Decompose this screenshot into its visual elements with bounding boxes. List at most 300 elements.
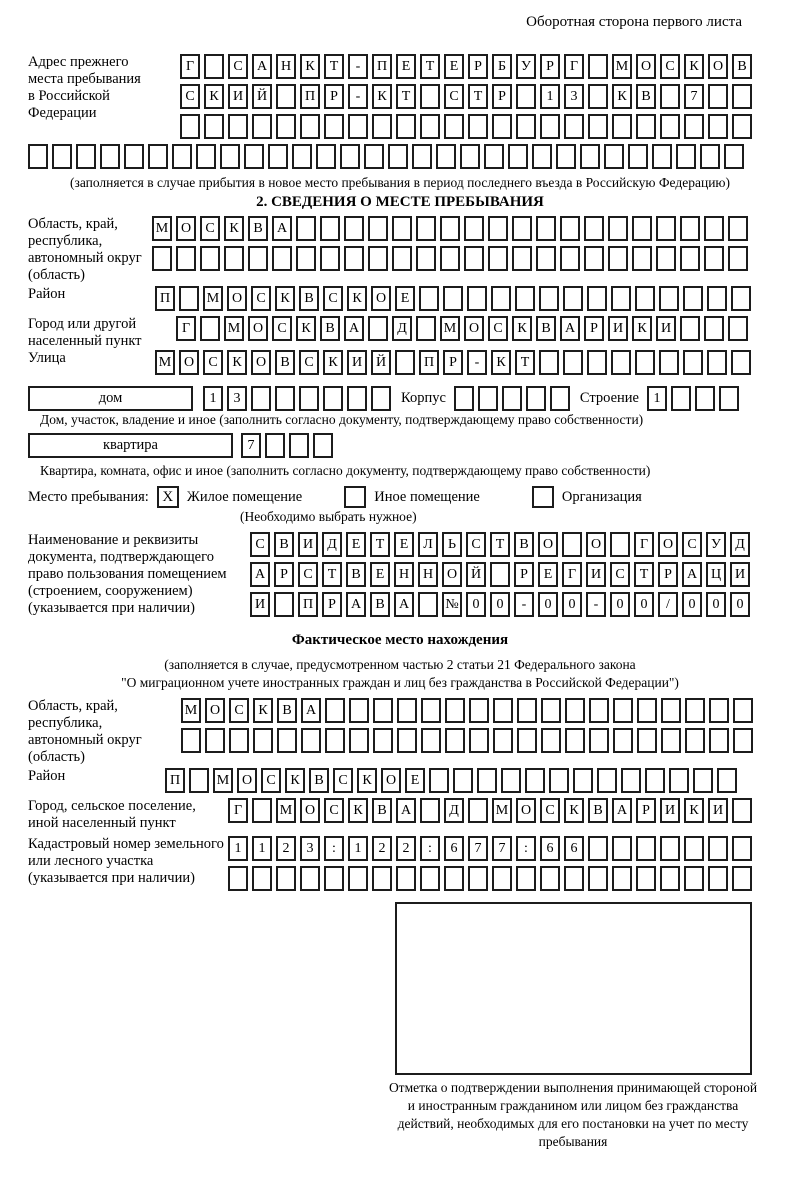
char-cell[interactable] (443, 286, 463, 311)
char-cell[interactable]: М (155, 350, 175, 375)
char-cell[interactable]: О (237, 768, 257, 793)
char-cell[interactable]: Л (418, 532, 438, 557)
char-cell[interactable] (517, 698, 537, 723)
char-cell[interactable]: К (632, 316, 652, 341)
char-cell[interactable]: Р (492, 84, 512, 109)
char-cell[interactable] (200, 246, 220, 271)
char-cell[interactable] (348, 114, 368, 139)
char-cell[interactable]: П (372, 54, 392, 79)
char-cell[interactable]: К (348, 798, 368, 823)
char-cell[interactable] (636, 836, 656, 861)
char-cell[interactable] (172, 144, 192, 169)
char-cell[interactable] (296, 216, 316, 241)
char-cell[interactable] (704, 246, 724, 271)
char-cell[interactable] (228, 866, 248, 891)
char-cell[interactable] (491, 286, 511, 311)
char-cell[interactable] (532, 144, 552, 169)
char-cell[interactable]: - (586, 592, 606, 617)
char-cell[interactable]: К (684, 54, 704, 79)
char-cell[interactable] (560, 246, 580, 271)
char-cell[interactable]: И (586, 562, 606, 587)
char-cell[interactable] (277, 728, 297, 753)
char-cell[interactable]: И (298, 532, 318, 557)
char-cell[interactable]: О (176, 216, 196, 241)
char-cell[interactable] (589, 728, 609, 753)
char-cell[interactable] (564, 866, 584, 891)
char-cell[interactable]: М (213, 768, 233, 793)
char-cell[interactable]: Д (444, 798, 464, 823)
char-cell[interactable] (550, 386, 570, 411)
char-cell[interactable] (671, 386, 691, 411)
char-cell[interactable] (421, 728, 441, 753)
char-cell[interactable] (660, 836, 680, 861)
char-cell[interactable] (502, 386, 522, 411)
char-cell[interactable] (707, 350, 727, 375)
char-cell[interactable]: - (348, 54, 368, 79)
char-cell[interactable] (323, 386, 343, 411)
char-cell[interactable]: 0 (634, 592, 654, 617)
char-cell[interactable] (397, 728, 417, 753)
char-cell[interactable] (564, 114, 584, 139)
char-cell[interactable]: 1 (228, 836, 248, 861)
checkbox-organizatsiya[interactable] (532, 486, 554, 508)
char-cell[interactable] (709, 698, 729, 723)
char-cell[interactable] (717, 768, 737, 793)
char-cell[interactable] (180, 114, 200, 139)
char-cell[interactable] (76, 144, 96, 169)
char-cell[interactable]: В (277, 698, 297, 723)
char-cell[interactable] (418, 592, 438, 617)
char-cell[interactable]: Д (322, 532, 342, 557)
char-cell[interactable]: С (466, 532, 486, 557)
char-cell[interactable] (563, 350, 583, 375)
char-cell[interactable]: № (442, 592, 462, 617)
char-cell[interactable]: Р (584, 316, 604, 341)
char-cell[interactable] (395, 350, 415, 375)
char-cell[interactable]: М (181, 698, 201, 723)
char-cell[interactable]: С (299, 350, 319, 375)
char-cell[interactable] (612, 114, 632, 139)
char-cell[interactable]: К (285, 768, 305, 793)
char-cell[interactable]: С (250, 532, 270, 557)
char-cell[interactable]: К (224, 216, 244, 241)
char-cell[interactable]: 3 (564, 84, 584, 109)
char-cell[interactable] (200, 316, 220, 341)
char-cell[interactable] (252, 114, 272, 139)
char-cell[interactable] (373, 698, 393, 723)
char-cell[interactable]: О (381, 768, 401, 793)
char-cell[interactable]: О (251, 350, 271, 375)
char-cell[interactable]: Е (396, 54, 416, 79)
char-cell[interactable] (420, 798, 440, 823)
char-cell[interactable] (656, 216, 676, 241)
char-cell[interactable] (416, 246, 436, 271)
char-cell[interactable]: В (514, 532, 534, 557)
char-cell[interactable]: : (516, 836, 536, 861)
char-cell[interactable]: К (512, 316, 532, 341)
char-cell[interactable] (708, 84, 728, 109)
char-cell[interactable] (445, 728, 465, 753)
char-cell[interactable]: И (608, 316, 628, 341)
char-cell[interactable] (588, 836, 608, 861)
char-cell[interactable] (52, 144, 72, 169)
char-cell[interactable] (708, 866, 728, 891)
char-cell[interactable]: Т (396, 84, 416, 109)
char-cell[interactable] (732, 114, 752, 139)
char-cell[interactable]: - (514, 592, 534, 617)
char-cell[interactable] (100, 144, 120, 169)
char-cell[interactable] (368, 316, 388, 341)
char-cell[interactable]: 0 (610, 592, 630, 617)
char-cell[interactable] (659, 350, 679, 375)
char-cell[interactable]: 7 (684, 84, 704, 109)
checkbox-inoe-pomeshchenie[interactable] (344, 486, 366, 508)
char-cell[interactable] (611, 286, 631, 311)
char-cell[interactable]: 2 (276, 836, 296, 861)
char-cell[interactable]: Р (658, 562, 678, 587)
char-cell[interactable]: 0 (706, 592, 726, 617)
char-cell[interactable] (252, 866, 272, 891)
char-cell[interactable] (728, 216, 748, 241)
char-cell[interactable]: К (612, 84, 632, 109)
char-cell[interactable] (732, 84, 752, 109)
char-cell[interactable]: 7 (468, 836, 488, 861)
char-cell[interactable]: О (300, 798, 320, 823)
char-cell[interactable]: И (730, 562, 750, 587)
char-cell[interactable]: С (333, 768, 353, 793)
char-cell[interactable]: С (200, 216, 220, 241)
char-cell[interactable] (397, 698, 417, 723)
char-cell[interactable]: Г (228, 798, 248, 823)
char-cell[interactable]: - (467, 350, 487, 375)
char-cell[interactable] (515, 286, 535, 311)
char-cell[interactable] (440, 216, 460, 241)
char-cell[interactable]: А (252, 54, 272, 79)
char-cell[interactable] (610, 532, 630, 557)
char-cell[interactable] (488, 216, 508, 241)
char-cell[interactable]: Р (443, 350, 463, 375)
char-cell[interactable]: Н (394, 562, 414, 587)
char-cell[interactable]: 3 (300, 836, 320, 861)
char-cell[interactable] (724, 144, 744, 169)
char-cell[interactable] (612, 866, 632, 891)
char-cell[interactable] (300, 866, 320, 891)
char-cell[interactable] (220, 144, 240, 169)
char-cell[interactable] (445, 698, 465, 723)
char-cell[interactable] (488, 246, 508, 271)
char-cell[interactable]: В (370, 592, 390, 617)
char-cell[interactable] (539, 350, 559, 375)
char-cell[interactable] (478, 386, 498, 411)
char-cell[interactable]: И (708, 798, 728, 823)
char-cell[interactable]: И (250, 592, 270, 617)
char-cell[interactable]: Г (562, 562, 582, 587)
char-cell[interactable]: В (248, 216, 268, 241)
char-cell[interactable]: О (708, 54, 728, 79)
char-cell[interactable]: А (682, 562, 702, 587)
char-cell[interactable] (492, 114, 512, 139)
char-cell[interactable] (584, 216, 604, 241)
char-cell[interactable] (613, 728, 633, 753)
char-cell[interactable]: П (419, 350, 439, 375)
char-cell[interactable]: К (491, 350, 511, 375)
char-cell[interactable] (635, 350, 655, 375)
char-cell[interactable] (420, 114, 440, 139)
char-cell[interactable] (464, 246, 484, 271)
char-cell[interactable] (563, 286, 583, 311)
char-cell[interactable] (560, 216, 580, 241)
char-cell[interactable] (392, 246, 412, 271)
char-cell[interactable]: В (636, 84, 656, 109)
char-cell[interactable]: О (658, 532, 678, 557)
char-cell[interactable] (636, 114, 656, 139)
char-cell[interactable] (436, 144, 456, 169)
char-cell[interactable]: 0 (682, 592, 702, 617)
char-cell[interactable]: : (324, 836, 344, 861)
char-cell[interactable]: А (344, 316, 364, 341)
char-cell[interactable] (289, 433, 309, 458)
char-cell[interactable] (704, 216, 724, 241)
char-cell[interactable]: О (464, 316, 484, 341)
char-cell[interactable] (396, 866, 416, 891)
char-cell[interactable]: М (440, 316, 460, 341)
char-cell[interactable] (468, 114, 488, 139)
char-cell[interactable]: 3 (227, 386, 247, 411)
char-cell[interactable] (573, 768, 593, 793)
char-cell[interactable]: Й (252, 84, 272, 109)
char-cell[interactable] (205, 728, 225, 753)
char-cell[interactable] (540, 114, 560, 139)
char-cell[interactable]: 6 (564, 836, 584, 861)
char-cell[interactable]: 1 (348, 836, 368, 861)
char-cell[interactable] (252, 798, 272, 823)
char-cell[interactable] (708, 836, 728, 861)
char-cell[interactable] (372, 866, 392, 891)
char-cell[interactable] (301, 728, 321, 753)
char-cell[interactable]: С (682, 532, 702, 557)
char-cell[interactable] (556, 144, 576, 169)
char-cell[interactable] (196, 144, 216, 169)
char-cell[interactable] (684, 866, 704, 891)
char-cell[interactable] (541, 698, 561, 723)
char-cell[interactable] (265, 433, 285, 458)
char-cell[interactable] (628, 144, 648, 169)
char-cell[interactable] (320, 246, 340, 271)
char-cell[interactable]: А (272, 216, 292, 241)
char-cell[interactable] (526, 386, 546, 411)
char-cell[interactable] (693, 768, 713, 793)
char-cell[interactable]: Г (564, 54, 584, 79)
char-cell[interactable] (467, 286, 487, 311)
char-cell[interactable] (420, 84, 440, 109)
char-cell[interactable]: Й (466, 562, 486, 587)
char-cell[interactable] (733, 698, 753, 723)
char-cell[interactable]: О (205, 698, 225, 723)
char-cell[interactable]: А (346, 592, 366, 617)
char-cell[interactable]: В (536, 316, 556, 341)
char-cell[interactable] (148, 144, 168, 169)
char-cell[interactable] (364, 144, 384, 169)
char-cell[interactable]: В (299, 286, 319, 311)
char-cell[interactable]: / (658, 592, 678, 617)
char-cell[interactable] (732, 798, 752, 823)
char-cell[interactable] (176, 246, 196, 271)
char-cell[interactable] (517, 728, 537, 753)
char-cell[interactable]: В (274, 532, 294, 557)
char-cell[interactable] (444, 866, 464, 891)
char-cell[interactable]: С (323, 286, 343, 311)
char-cell[interactable] (296, 246, 316, 271)
char-cell[interactable] (325, 728, 345, 753)
char-cell[interactable]: В (320, 316, 340, 341)
char-cell[interactable] (684, 114, 704, 139)
char-cell[interactable]: Е (394, 532, 414, 557)
char-cell[interactable] (347, 386, 367, 411)
char-cell[interactable]: О (516, 798, 536, 823)
char-cell[interactable] (368, 246, 388, 271)
char-cell[interactable]: С (324, 798, 344, 823)
char-cell[interactable]: Е (370, 562, 390, 587)
char-cell[interactable]: В (275, 350, 295, 375)
char-cell[interactable]: С (610, 562, 630, 587)
char-cell[interactable] (604, 144, 624, 169)
char-cell[interactable] (541, 728, 561, 753)
char-cell[interactable]: 7 (492, 836, 512, 861)
char-cell[interactable]: А (250, 562, 270, 587)
char-cell[interactable]: С (229, 698, 249, 723)
char-cell[interactable] (565, 698, 585, 723)
char-cell[interactable] (709, 728, 729, 753)
char-cell[interactable] (316, 144, 336, 169)
char-cell[interactable] (344, 216, 364, 241)
char-cell[interactable] (562, 532, 582, 557)
char-cell[interactable] (660, 114, 680, 139)
char-cell[interactable]: 1 (540, 84, 560, 109)
char-cell[interactable]: 1 (647, 386, 667, 411)
char-cell[interactable]: 2 (372, 836, 392, 861)
char-cell[interactable]: А (396, 798, 416, 823)
char-cell[interactable]: С (488, 316, 508, 341)
char-cell[interactable] (659, 286, 679, 311)
char-cell[interactable]: М (276, 798, 296, 823)
char-cell[interactable]: Е (395, 286, 415, 311)
char-cell[interactable]: С (298, 562, 318, 587)
char-cell[interactable] (588, 84, 608, 109)
char-cell[interactable] (608, 246, 628, 271)
char-cell[interactable] (539, 286, 559, 311)
char-cell[interactable] (454, 386, 474, 411)
char-cell[interactable] (707, 286, 727, 311)
char-cell[interactable] (324, 866, 344, 891)
char-cell[interactable]: 1 (203, 386, 223, 411)
char-cell[interactable] (349, 728, 369, 753)
char-cell[interactable]: Е (346, 532, 366, 557)
char-cell[interactable] (613, 698, 633, 723)
char-cell[interactable]: Д (392, 316, 412, 341)
char-cell[interactable] (683, 286, 703, 311)
char-cell[interactable]: К (564, 798, 584, 823)
char-cell[interactable]: П (165, 768, 185, 793)
char-cell[interactable] (683, 350, 703, 375)
char-cell[interactable]: Т (370, 532, 390, 557)
char-cell[interactable] (344, 246, 364, 271)
char-cell[interactable] (274, 592, 294, 617)
char-cell[interactable]: М (152, 216, 172, 241)
char-cell[interactable] (597, 768, 617, 793)
char-cell[interactable]: А (560, 316, 580, 341)
char-cell[interactable] (536, 216, 556, 241)
char-cell[interactable] (512, 246, 532, 271)
char-cell[interactable] (275, 386, 295, 411)
char-cell[interactable] (419, 286, 439, 311)
char-cell[interactable] (584, 246, 604, 271)
char-cell[interactable] (637, 728, 657, 753)
char-cell[interactable] (253, 728, 273, 753)
char-cell[interactable]: 0 (562, 592, 582, 617)
char-cell[interactable]: : (420, 836, 440, 861)
char-cell[interactable] (685, 698, 705, 723)
char-cell[interactable]: К (253, 698, 273, 723)
char-cell[interactable]: А (612, 798, 632, 823)
char-cell[interactable] (501, 768, 521, 793)
char-cell[interactable] (645, 768, 665, 793)
char-cell[interactable] (608, 216, 628, 241)
char-cell[interactable] (268, 144, 288, 169)
char-cell[interactable] (656, 246, 676, 271)
char-cell[interactable] (732, 866, 752, 891)
char-cell[interactable] (484, 144, 504, 169)
char-cell[interactable] (276, 866, 296, 891)
char-cell[interactable]: Т (634, 562, 654, 587)
char-cell[interactable] (588, 866, 608, 891)
char-cell[interactable] (732, 836, 752, 861)
char-cell[interactable]: О (442, 562, 462, 587)
char-cell[interactable] (731, 350, 751, 375)
char-cell[interactable]: С (180, 84, 200, 109)
char-cell[interactable] (565, 728, 585, 753)
char-cell[interactable] (392, 216, 412, 241)
char-cell[interactable] (244, 144, 264, 169)
char-cell[interactable] (589, 698, 609, 723)
char-cell[interactable] (493, 728, 513, 753)
char-cell[interactable] (251, 386, 271, 411)
char-cell[interactable]: О (179, 350, 199, 375)
char-cell[interactable]: П (155, 286, 175, 311)
char-cell[interactable]: Й (371, 350, 391, 375)
char-cell[interactable]: 0 (730, 592, 750, 617)
char-cell[interactable] (516, 866, 536, 891)
char-cell[interactable]: С (228, 54, 248, 79)
char-cell[interactable] (453, 768, 473, 793)
char-cell[interactable] (469, 698, 489, 723)
char-cell[interactable]: Р (540, 54, 560, 79)
char-cell[interactable] (661, 728, 681, 753)
char-cell[interactable]: Г (176, 316, 196, 341)
char-cell[interactable] (704, 316, 724, 341)
char-cell[interactable] (373, 728, 393, 753)
char-cell[interactable] (728, 246, 748, 271)
char-cell[interactable]: Т (322, 562, 342, 587)
checkbox-zhiloe-pomeshchenie[interactable]: X (157, 486, 179, 508)
char-cell[interactable]: Т (515, 350, 535, 375)
char-cell[interactable]: А (301, 698, 321, 723)
char-cell[interactable] (719, 386, 739, 411)
char-cell[interactable]: - (348, 84, 368, 109)
char-cell[interactable]: О (636, 54, 656, 79)
char-cell[interactable] (490, 562, 510, 587)
char-cell[interactable]: Р (468, 54, 488, 79)
char-cell[interactable]: С (272, 316, 292, 341)
